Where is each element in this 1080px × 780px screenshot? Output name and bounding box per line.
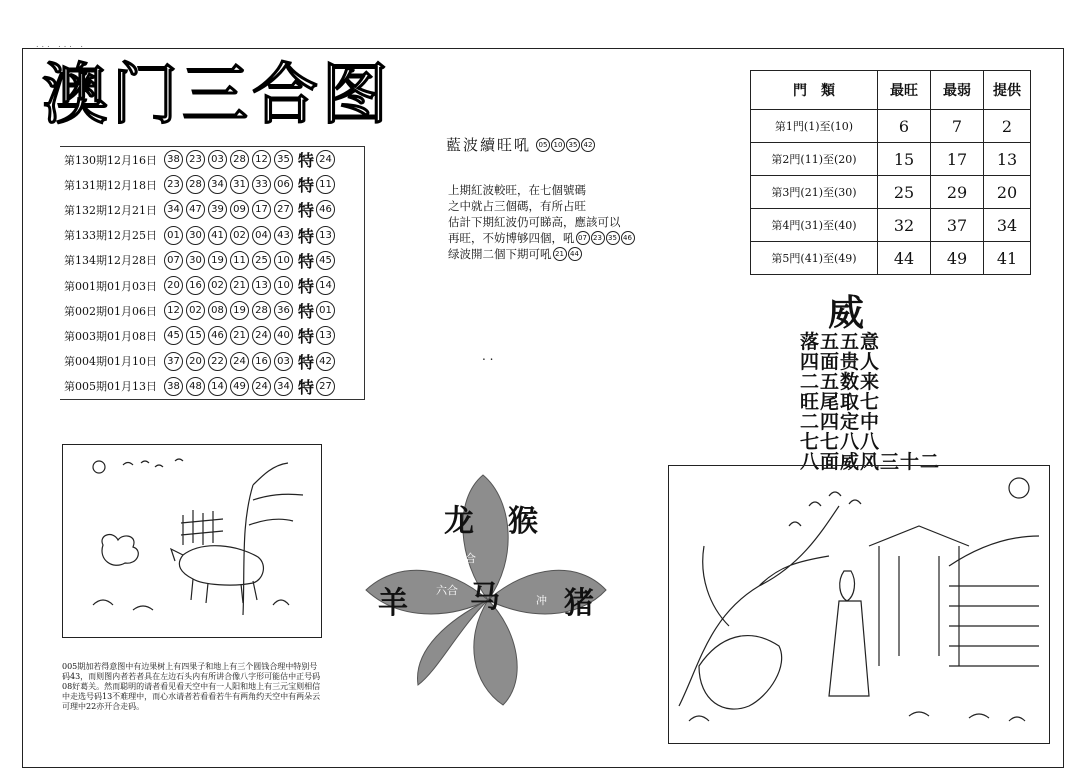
note-line [448,230,635,246]
footnote-text: 005期加若得意图中有边果树上有四果子和地上有三个圆钱合理中特别号码43，而则图内者若者具在左边石头内有所讲合像八字形可能估中正号码08好葛关。然而聪明的请者看见看天空中有一人阳和地上有三元宝则相信中走选号码13不难理中，而心水请者若看看若牛有两角约天空中有两朵云可理中22亦开合走码。 [62,662,321,711]
gates-cell-name: 第3門(21)至(30) [751,176,878,209]
result-row [60,172,364,197]
poem-line: 四面贵人 [800,351,881,373]
note-line [448,214,635,230]
number-ball: 13 [252,276,271,295]
special-label: 特 [298,226,315,246]
number-ball: 11 [230,251,249,270]
special-label: 特 [298,327,315,347]
gates-row [751,110,1031,143]
number-ball: 40 [274,326,293,345]
number-ball: 24 [252,377,271,396]
number-ball: 24 [230,352,249,371]
special-label: 特 [298,377,315,397]
special-ball: 24 [316,150,335,169]
number-ball: 31 [230,175,249,194]
special-ball: 27 [316,377,335,396]
note-ball: 44 [568,247,582,261]
note-ball: 21 [553,247,567,261]
note-line-text: 之中就占三個碼，有所占旺 [448,199,586,213]
number-ball: 45 [164,326,183,345]
result-row [60,248,364,273]
zodiac-pig: 猪 [564,586,594,621]
number-ball: 15 [186,326,205,345]
number-ball: 41 [208,226,227,245]
gates-cell-name: 第2門(11)至(20) [751,143,878,176]
number-ball: 14 [208,377,227,396]
number-ball: 07 [164,251,183,270]
special-ball: 13 [316,326,335,345]
gates-cell-min: 37 [931,209,984,242]
number-ball: 27 [274,200,293,219]
special-ball: 14 [316,276,335,295]
dots-mark: . . [482,349,494,363]
number-ball: 09 [230,200,249,219]
special-label: 特 [298,201,315,221]
blue-wave-balls [535,138,595,152]
gates-header-cell: 最弱 [931,71,984,110]
number-ball: 37 [164,352,183,371]
special-label: 特 [298,277,315,297]
poem-line: 七七八八 [800,431,881,453]
poem-line: 旺尾取七 [800,391,881,413]
result-period: 第005期01月13日 [64,380,157,394]
result-period: 第133期12月25日 [64,229,157,243]
number-ball: 22 [208,352,227,371]
number-ball: 43 [274,226,293,245]
result-row [60,197,364,222]
number-ball: 10 [274,276,293,295]
number-ball: 48 [186,377,205,396]
result-row [60,374,364,399]
gates-header-cell: 門 類 [751,71,878,110]
number-ball: 33 [252,175,271,194]
gates-row [751,242,1031,275]
number-ball: 47 [186,200,205,219]
number-ball: 30 [186,226,205,245]
result-period: 第134期12月28日 [64,254,157,268]
gates-cell-min: 17 [931,143,984,176]
number-ball: 36 [274,301,293,320]
number-ball: 10 [274,251,293,270]
special-ball: 45 [316,251,335,270]
special-ball: 46 [316,200,335,219]
special-ball: 42 [316,352,335,371]
blue-wave-ball: 35 [566,138,580,152]
gates-header-cell: 最旺 [878,71,931,110]
number-ball: 38 [164,377,183,396]
note-line-text: 绿波開二個下期可吼 [448,247,552,261]
gates-cell-max: 32 [878,209,931,242]
label-sanhe-2: 三合 [508,552,530,565]
label-sanhe-1: 三合 [454,552,476,565]
number-ball: 04 [252,226,271,245]
number-ball: 28 [186,175,205,194]
poem-line: 落五五意 [800,331,881,353]
number-ball: 12 [252,150,271,169]
result-period: 第002期01月06日 [64,304,157,318]
note-line-text: 估計下期紅波仍可睇高，應該可以 [448,215,621,229]
poem [800,332,940,472]
special-label: 特 [298,352,315,372]
number-ball: 28 [230,150,249,169]
result-period: 第131期12月18日 [64,178,157,192]
blue-wave-text: 藍波續旺吼 [446,136,532,154]
special-ball: 13 [316,226,335,245]
number-ball: 25 [252,251,271,270]
special-label: 特 [298,151,315,171]
note-line [448,182,635,198]
gates-cell-max: 25 [878,176,931,209]
number-ball: 12 [164,301,183,320]
number-ball: 24 [252,326,271,345]
number-ball: 21 [230,276,249,295]
number-ball: 17 [252,200,271,219]
number-ball: 02 [186,301,205,320]
number-ball: 16 [186,276,205,295]
results-list [60,146,365,400]
special-label: 特 [298,302,315,322]
gates-row [751,176,1031,209]
poem-line: 二五数来 [800,371,881,393]
gates-cell-min: 7 [931,110,984,143]
result-period: 第003期01月08日 [64,329,157,343]
note-line-text: 再旺，不妨博够四個，吼 [448,231,575,245]
note-ball: 07 [576,231,590,245]
result-period: 第130期12月16日 [64,153,157,167]
number-ball: 02 [208,276,227,295]
note-ball: 35 [606,231,620,245]
result-row [60,223,364,248]
number-ball: 19 [230,301,249,320]
note-line [448,198,635,214]
number-ball: 38 [164,150,183,169]
number-ball: 39 [208,200,227,219]
gates-cell-name: 第5門(41)至(49) [751,242,878,275]
number-ball: 21 [230,326,249,345]
number-ball: 19 [208,251,227,270]
note-line-text: 上期紅波較旺，在七個號碼 [448,183,586,197]
blue-wave-ball: 42 [581,138,595,152]
gates-cell-max: 44 [878,242,931,275]
gates-row [751,143,1031,176]
number-ball: 35 [274,150,293,169]
gates-cell-max: 15 [878,143,931,176]
gates-cell-name: 第4門(31)至(40) [751,209,878,242]
number-ball: 16 [252,352,271,371]
farm-illustration [62,444,322,638]
result-row [60,298,364,323]
number-ball: 23 [164,175,183,194]
special-ball: 11 [316,175,335,194]
gates-cell-name: 第1門(1)至(10) [751,110,878,143]
number-ball: 01 [164,226,183,245]
scholar-illustration [668,465,1050,744]
number-ball: 30 [186,251,205,270]
gates-cell-give: 34 [984,209,1031,242]
gates-header-cell: 提供 [984,71,1031,110]
analysis-note [448,182,635,262]
number-ball: 02 [230,226,249,245]
gates-cell-min: 49 [931,242,984,275]
label-chong: 冲 [536,594,547,607]
number-ball: 20 [186,352,205,371]
zodiac-horse: 马 [470,580,500,615]
special-ball: 01 [316,301,335,320]
number-ball: 20 [164,276,183,295]
gates-cell-give: 20 [984,176,1031,209]
top-mark: ... ... . [36,40,86,49]
zodiac-flower [358,470,618,714]
page-title: 澳门三合图 [42,56,392,133]
result-row [60,273,364,298]
blue-wave-ball: 05 [536,138,550,152]
gates-header-row [751,71,1031,110]
gates-row [751,209,1031,242]
number-ball: 03 [208,150,227,169]
note-ball: 23 [591,231,605,245]
zodiac-sheep: 羊 [378,586,408,621]
number-ball: 06 [274,175,293,194]
blue-wave-ball: 10 [551,138,565,152]
label-liuhe: 六合 [436,584,458,597]
result-row [60,147,364,172]
result-row [60,323,364,348]
blue-wave-heading [446,134,595,155]
poem-line: 八面威风三十二 [800,451,941,473]
gates-cell-give: 41 [984,242,1031,275]
number-ball: 34 [208,175,227,194]
zodiac-dragon: 龙 [444,504,474,539]
result-period: 第001期01月03日 [64,279,157,293]
number-ball: 28 [252,301,271,320]
result-period: 第132期12月21日 [64,203,157,217]
gates-cell-min: 29 [931,176,984,209]
result-row [60,349,364,374]
number-ball: 49 [230,377,249,396]
result-period: 第004期01月10日 [64,355,157,369]
note-ball: 46 [621,231,635,245]
gates-cell-max: 6 [878,110,931,143]
number-ball: 23 [186,150,205,169]
gates-cell-give: 2 [984,110,1031,143]
number-ball: 03 [274,352,293,371]
zodiac-monkey: 猴 [508,504,538,539]
special-label: 特 [298,176,315,196]
number-ball: 46 [208,326,227,345]
number-ball: 34 [164,200,183,219]
note-line [448,246,635,262]
poem-line: 二四定中 [800,411,881,433]
special-label: 特 [298,251,315,271]
wei-heading: 威 [828,292,865,334]
gates-cell-give: 13 [984,143,1031,176]
number-ball: 08 [208,301,227,320]
number-ball: 34 [274,377,293,396]
gates-table [750,70,1031,275]
